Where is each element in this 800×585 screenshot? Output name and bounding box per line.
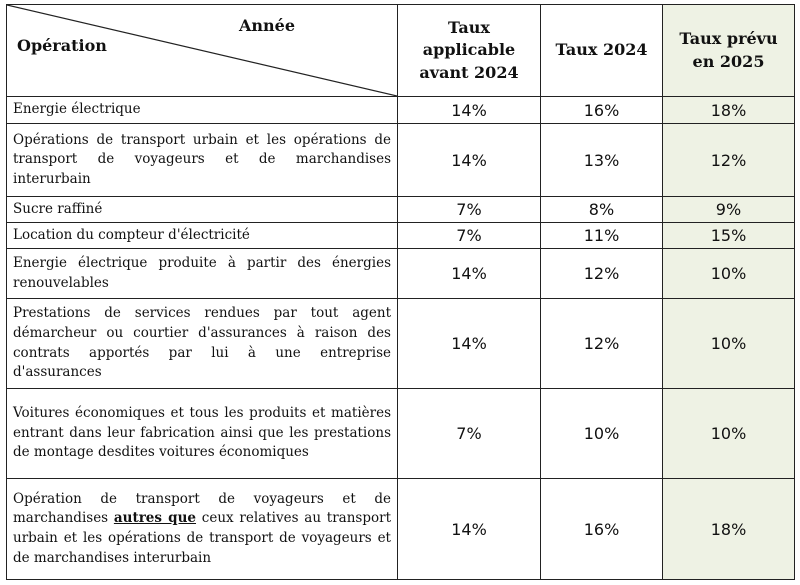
header-row: [7, 5, 795, 97]
operation-cell: Prestations de services rendues par tout agent démarcheur ou courtier d'assurances à raison des contrats apportés par lui à une entreprise d'assurances: [7, 299, 398, 389]
rate-2025: 15%: [663, 223, 795, 249]
rate-2024: 12%: [541, 249, 663, 299]
diagonal-header-cell: [7, 5, 398, 97]
table-row: [7, 389, 795, 479]
rate-before-2024: 7%: [398, 223, 541, 249]
rate-2024: 11%: [541, 223, 663, 249]
header-annee: Année: [239, 16, 296, 35]
rate-2024: 13%: [541, 124, 663, 197]
rate-before-2024: 14%: [398, 249, 541, 299]
table-row: [7, 124, 795, 197]
rate-2025: 10%: [663, 299, 795, 389]
rate-before-2024: 14%: [398, 479, 541, 580]
operation-text: Opération de transport de voyageurs et de marchandises: [13, 490, 391, 527]
table-row: [7, 249, 795, 299]
rate-2024: 8%: [541, 197, 663, 223]
operation-cell: Sucre raffiné: [7, 197, 398, 223]
rate-before-2024: 7%: [398, 389, 541, 479]
operation-cell: [7, 479, 398, 580]
table-row: [7, 97, 795, 124]
emphasis-autres-que: autres que: [113, 510, 197, 527]
rate-before-2024: 14%: [398, 97, 541, 124]
rate-2025: 12%: [663, 124, 795, 197]
rate-before-2024: 7%: [398, 197, 541, 223]
operation-cell: Energie électrique: [7, 97, 398, 124]
vat-rates-table: [6, 4, 795, 580]
rate-2025: 9%: [663, 197, 795, 223]
rate-2024: 10%: [541, 389, 663, 479]
rate-2025: 18%: [663, 97, 795, 124]
rate-2024: 16%: [541, 479, 663, 580]
operation-cell: Voitures économiques et tous les produits et matières entrant dans leur fabrication ainsi que les prestations de montage desdites voitures économiques: [7, 389, 398, 479]
header-rate-before-2024: Taux applicable avant 2024: [398, 5, 541, 97]
table-row: [7, 223, 795, 249]
rate-before-2024: 14%: [398, 299, 541, 389]
rate-2025: 10%: [663, 249, 795, 299]
operation-cell: Location du compteur d'électricité: [7, 223, 398, 249]
rate-2024: 12%: [541, 299, 663, 389]
rate-2025: 18%: [663, 479, 795, 580]
rate-2024: 16%: [541, 97, 663, 124]
operation-cell: Opérations de transport urbain et les opérations de transport de voyageurs et de marchandises interurbain: [7, 124, 398, 197]
rate-before-2024: 14%: [398, 124, 541, 197]
table-row: [7, 299, 795, 389]
operation-cell: Energie électrique produite à partir des énergies renouvelables: [7, 249, 398, 299]
operation-text: ceux relatives au transport urbain et les opérations de transport de voyageurs et de marchandises interurbain: [13, 510, 391, 566]
rate-2025: 10%: [663, 389, 795, 479]
header-rate-2025: Taux prévu en 2025: [663, 5, 795, 97]
table-row: [7, 197, 795, 223]
header-operation: Opération: [17, 36, 107, 55]
table-row: [7, 479, 795, 580]
header-rate-2024: Taux 2024: [541, 5, 663, 97]
